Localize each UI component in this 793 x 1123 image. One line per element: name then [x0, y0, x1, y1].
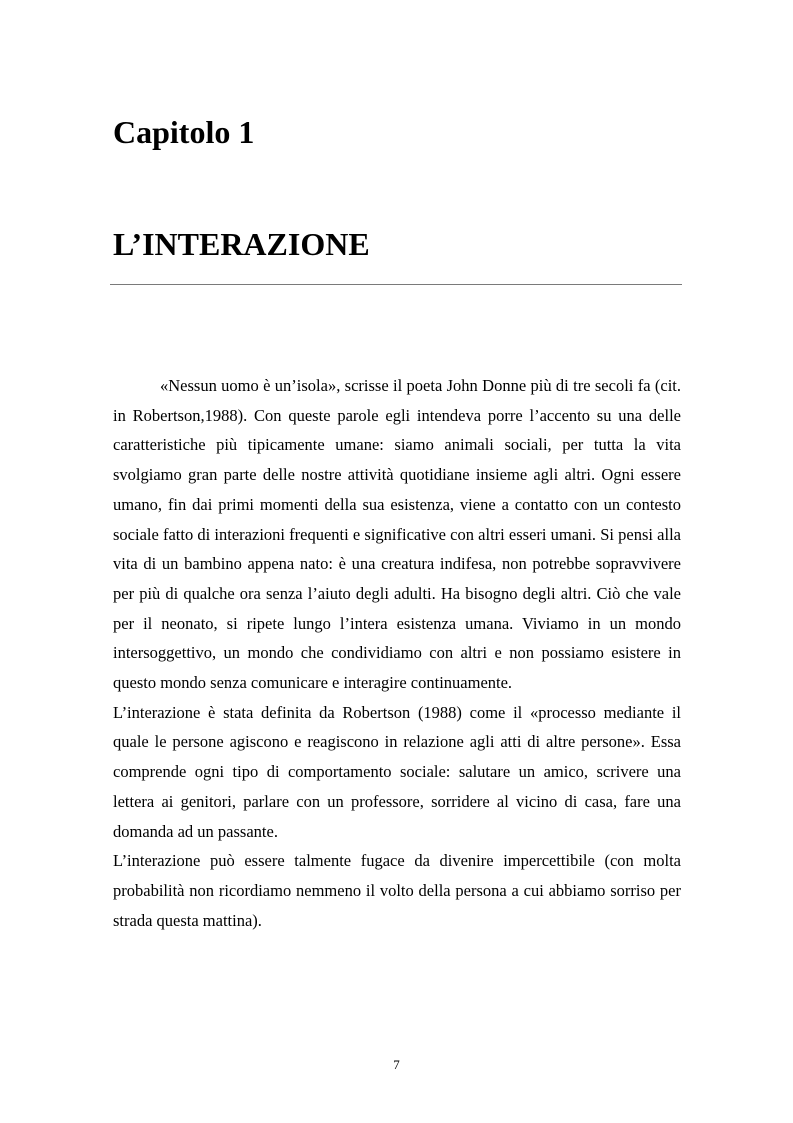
paragraph-intro: «Nessun uomo è un’isola», scrisse il poeta John Donne più di tre secoli fa (cit. in Robertson,1988). Con queste parole egli intendeva porre l’accento su una delle caratteristiche più tipicamente umane: siamo animali sociali, per tutta la vita svolgiamo gran parte delle nostre attività quotidiane insieme agli altri. Ogni essere umano, fin dai primi momenti della sua esistenza, viene a contatto con un contesto sociale fatto di interazioni frequenti e significative con altri esseri umani. Si pensi alla vita di un bambino appena nato: è una creatura indifesa, non potrebbe sopravvivere per più di qualche ora senza l’aiuto degli adulti. Ha bisogno degli altri. Ciò che vale per il neonato, si ripete lungo l’intera esistenza umana. Viviamo in un mondo intersoggettivo, un mondo che condividiamo con altri e non possiamo esistere in questo mondo senza comunicare e interagire continuamente.	[113, 376, 681, 693]
chapter-title: L’INTERAZIONE	[113, 226, 370, 262]
chapter-label: Capitolo 1	[113, 114, 255, 150]
page-number: 7	[393, 1057, 400, 1072]
paragraph-definition: L’interazione è stata definita da Robertson (1988) come il «processo mediante il quale le persone agiscono e reagiscono in relazione agli atti di altre persone». Essa comprende ogni tipo di comportamento sociale: salutare un amico, scrivere una lettera ai genitori, parlare con un professore, sorridere al vicino di casa, fare una domanda ad un passante.	[113, 702, 681, 841]
title-divider	[110, 284, 682, 285]
paragraph-fleeting: L’interazione può essere talmente fugace da divenire impercettibile (con molta probabilità non ricordiamo nemmeno il volto della persona a cui abbiamo sorriso per strada questa mattina).	[113, 851, 681, 930]
body-text	[113, 371, 681, 935]
